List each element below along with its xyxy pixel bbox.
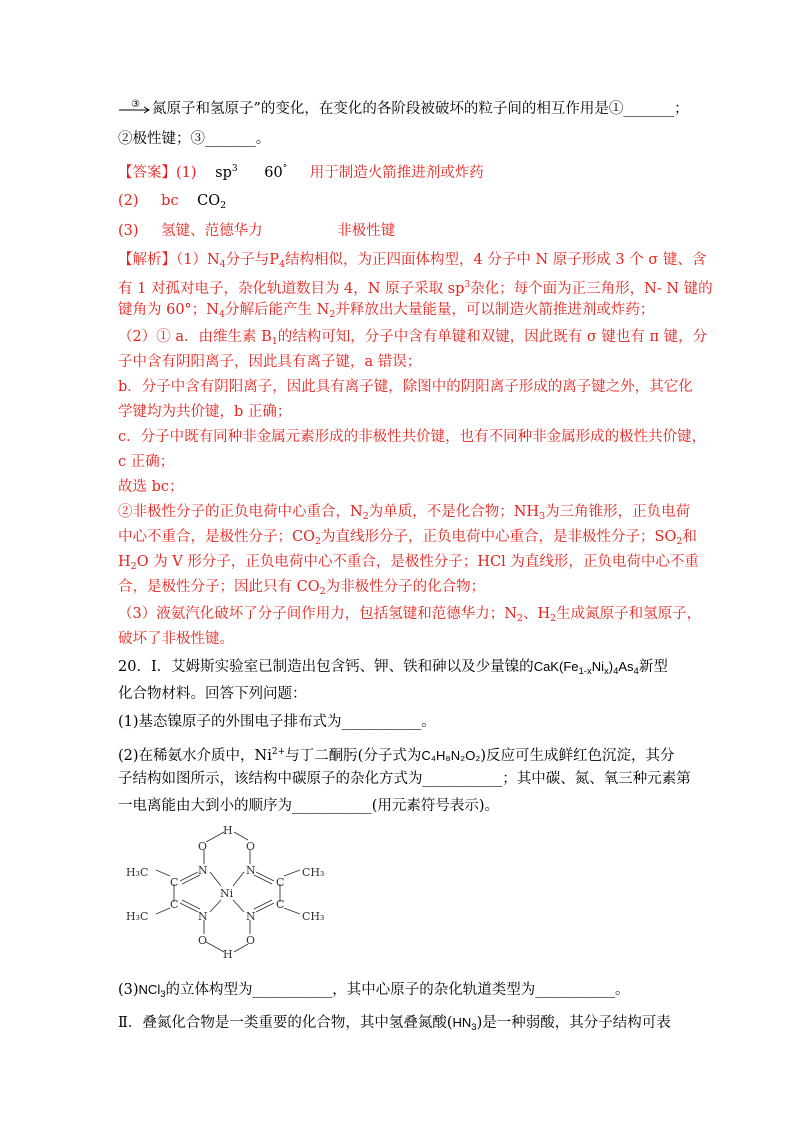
atom-label-h-top: H: [223, 824, 233, 837]
reaction-arrow-icon: ③: [118, 100, 152, 114]
nickel-dimethylglyoxime-structure: [118, 820, 358, 960]
atom-label-n-bottom-left: N: [198, 910, 208, 923]
atom-label-c-top-left: C: [170, 876, 179, 889]
group-label-h3c-bottom: H₃C: [126, 910, 149, 923]
analysis-line-4: （2）① a．由维生素 $B_1$的结构可知，分子中含有单键和双键，因此既有 σ 键也有 π 键，分: [118, 329, 708, 347]
atom-label-n-bottom-right: N: [246, 910, 256, 923]
atom-label-c-bottom-left: C: [170, 898, 179, 911]
analysis-line-9: c 正确；: [118, 454, 175, 470]
atom-label-ni: Ni: [220, 887, 234, 900]
analysis-line-6: b．分子中含有阴阳离子，因此具有离子键，除图中的阴阳离子形成的离子键之外，其它化: [118, 379, 693, 395]
analysis-line-12: 中心不重合，是极性分子；$CO_2$为直线形分子，正负电荷中心重合，是非极性分子；$SO_2$和: [118, 529, 697, 547]
answer-line-3: (3) 氢键、范德华力 非极性键: [118, 223, 396, 239]
text-line-2: ②极性键；③_______。: [118, 131, 271, 147]
analysis-line-2: 有 1 对孤对电子，杂化轨道数目为 4，N 原子采取 $sp^3$杂化；每个面为正三角形，N- N 键的: [118, 280, 713, 297]
question-20-part-2-line-1: (2)在稀氨水介质中，$Ni^{2+}$与丁二酮肟(分子式为C₄H₈N₂O₂)反应可生成鲜红色沉淀，其分: [118, 747, 675, 764]
atom-label-n-top-left: N: [198, 864, 208, 877]
answer-line-2: (2) bc $CO_2$: [118, 193, 227, 211]
text-line-1: ③ 氮原子和氢原子”的变化，在变化的各阶段被破坏的粒子间的相互作用是①_______；: [118, 98, 698, 120]
analysis-line-11: ②非极性分子的正负电荷中心重合，$N_2$为单质，不是化合物；$NH_3$为三角锥形，正负电荷: [118, 504, 691, 522]
question-20-part-2-line-3: 一电离能由大到小的顺序为___________(用元素符号表示)。: [118, 798, 500, 814]
atom-label-c-bottom-right: C: [276, 898, 285, 911]
analysis-line-14: 合，是极性分子；因此只有 $CO_2$为非极性分子的化合物；: [118, 579, 486, 597]
question-20-part-1: (1)基态镍原子的外围电子排布式为___________。: [118, 714, 436, 730]
question-20-line-1: 20．Ⅰ．艾姆斯实验室已制造出包含钙、钾、铁和砷以及少量镍的$CaK(Fe_{1-x}Ni_x)_4As_4$新型: [118, 659, 668, 677]
atom-label-o-top-left: O: [198, 840, 208, 853]
question-20-part-2-line-2: 子结构如图所示，该结构中碳原子的杂化方式为___________；其中碳、氮、氧三种元素第: [118, 771, 691, 787]
analysis-line-3: 键角为 60°；$N_4$分解后能产生 $N_2$并释放出大量能量，可以制造火箭推进剂或炸药；: [118, 302, 655, 320]
atom-label-n-top-right: N: [246, 864, 256, 877]
analysis-line-16: 破坏了非极性键。: [118, 631, 234, 647]
atom-label-o-bottom-right: O: [246, 934, 256, 947]
analysis-line-10: 故选 bc；: [118, 479, 184, 495]
group-label-ch3-bottom: CH₃: [302, 910, 325, 923]
analysis-line-15: （3）液氨汽化破坏了分子间作用力，包括氢键和范德华力；$N_2$、$H_2$生成氮原子和氢原子，: [118, 606, 702, 624]
analysis-line-5: 子中含有阴阳离子，因此具有离子键，a 错误；: [118, 354, 422, 370]
analysis-line-7: 学键均为共价键，b 正确；: [118, 404, 292, 420]
question-20-part-II: Ⅱ．叠氮化合物是一类重要的化合物，其中氢叠氮酸$(HN_3)$是一种弱酸，其分子结构可表: [118, 1015, 671, 1033]
group-label-ch3-top: CH₃: [302, 866, 325, 879]
atom-label-o-bottom-left: O: [198, 934, 208, 947]
atom-label-c-top-right: C: [276, 876, 285, 889]
analysis-line-1: 【解析】$(1)N_4$分子与$P_4$结构相似，为正四面体构型，4 分子中 N 原子形成 3 个 σ 键、含: [118, 252, 707, 270]
atom-label-o-top-right: O: [246, 840, 256, 853]
atom-label-h-bottom: H: [223, 948, 233, 960]
analysis-line-8: c．分子中既有同种非金属元素形成的非极性共价键，也有不同种非金属形成的极性共价键，: [118, 429, 707, 445]
analysis-line-13: $H_2O$ 为 V 形分子，正负电荷中心不重合，是极性分子；HCl 为直线形，正负电荷中心不重: [118, 554, 699, 572]
answer-line-1: 【答案】(1) $sp^3$ 60° 用于制造火箭推进剂或炸药: [118, 164, 484, 181]
question-20-line-2: 化合物材料。回答下列问题：: [118, 686, 307, 702]
group-label-h3c-top: H₃C: [126, 866, 149, 879]
question-20-part-3: (3)NCl$_3$的立体构型为___________，其中心原子的杂化轨道类型为___________。: [118, 982, 630, 1000]
